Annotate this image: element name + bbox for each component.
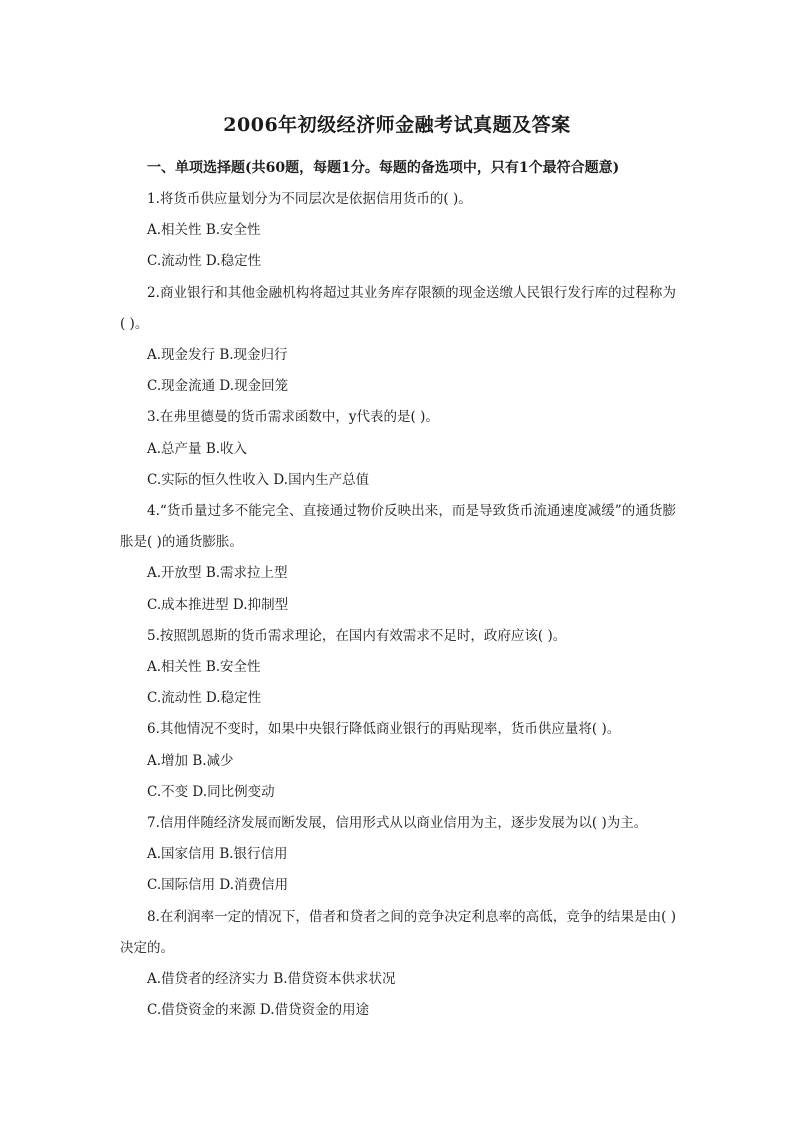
question-option: C.不变 D.同比例变动 <box>147 783 275 800</box>
question-text: 3.在弗里德曼的货币需求函数中，y代表的是( )。 <box>147 409 439 426</box>
question-text: 6.其他情况不变时，如果中央银行降低商业银行的再贴现率，货币供应量将( )。 <box>147 721 621 738</box>
question-text: 1.将货币供应量划分为不同层次是依据信用货币的( )。 <box>147 191 472 207</box>
question-option: A.总产量 B.收入 <box>147 440 248 457</box>
question-list <box>120 184 676 1026</box>
question-text: 7.信用伴随经济发展而断发展，信用形式从以商业信用为主，逐步发展为以( )为主。 <box>147 815 648 832</box>
question-option: A.相关性 B.安全性 <box>147 659 261 676</box>
question-text: 8.在利润率一定的情况下，借者和贷者之间的竞争决定利息率的高低，竞争的结果是由( )决定的。 <box>120 908 676 956</box>
question-option: A.现金发行 B.现金归行 <box>147 347 288 364</box>
question-option: C.流动性 D.稳定性 <box>147 253 262 270</box>
question-option: C.实际的恒久性收入 D.国内生产总值 <box>147 471 370 488</box>
question-option: A.增加 B.减少 <box>147 752 234 769</box>
question-option: A.相关性 B.安全性 <box>147 222 261 239</box>
page-title: 2006年初级经济师金融考试真题及答案 <box>223 114 571 136</box>
question-text: 2.商业银行和其他金融机构将超过其业务库存限额的现金送缴人民银行发行库的过程称为( )。 <box>120 284 676 332</box>
question-option: C.成本推进型 D.抑制型 <box>147 596 289 613</box>
question-option: A.国家信用 B.银行信用 <box>147 846 288 863</box>
section-heading: 一、单项选择题(共60题，每题1分。每题的备选项中，只有1个最符合题意) <box>147 160 620 176</box>
question-option: C.借贷资金的来源 D.借贷资金的用途 <box>147 1002 370 1019</box>
question-option: C.现金流通 D.现金回笼 <box>147 378 289 395</box>
question-option: A.借贷者的经济实力 B.借贷资本供求状况 <box>147 971 396 988</box>
question-option: C.国际信用 D.消费信用 <box>147 877 289 894</box>
question-option: C.流动性 D.稳定性 <box>147 690 262 707</box>
question-text: 5.按照凯恩斯的货币需求理论，在国内有效需求不足时，政府应该( )。 <box>147 627 567 644</box>
question-text: 4.“货币量过多不能完全、直接通过物价反映出来，而是导致货币流通速度减缓”的通货膨胀是( )的通货膨胀。 <box>120 503 676 551</box>
question-option: A.开放型 B.需求拉上型 <box>147 565 288 582</box>
